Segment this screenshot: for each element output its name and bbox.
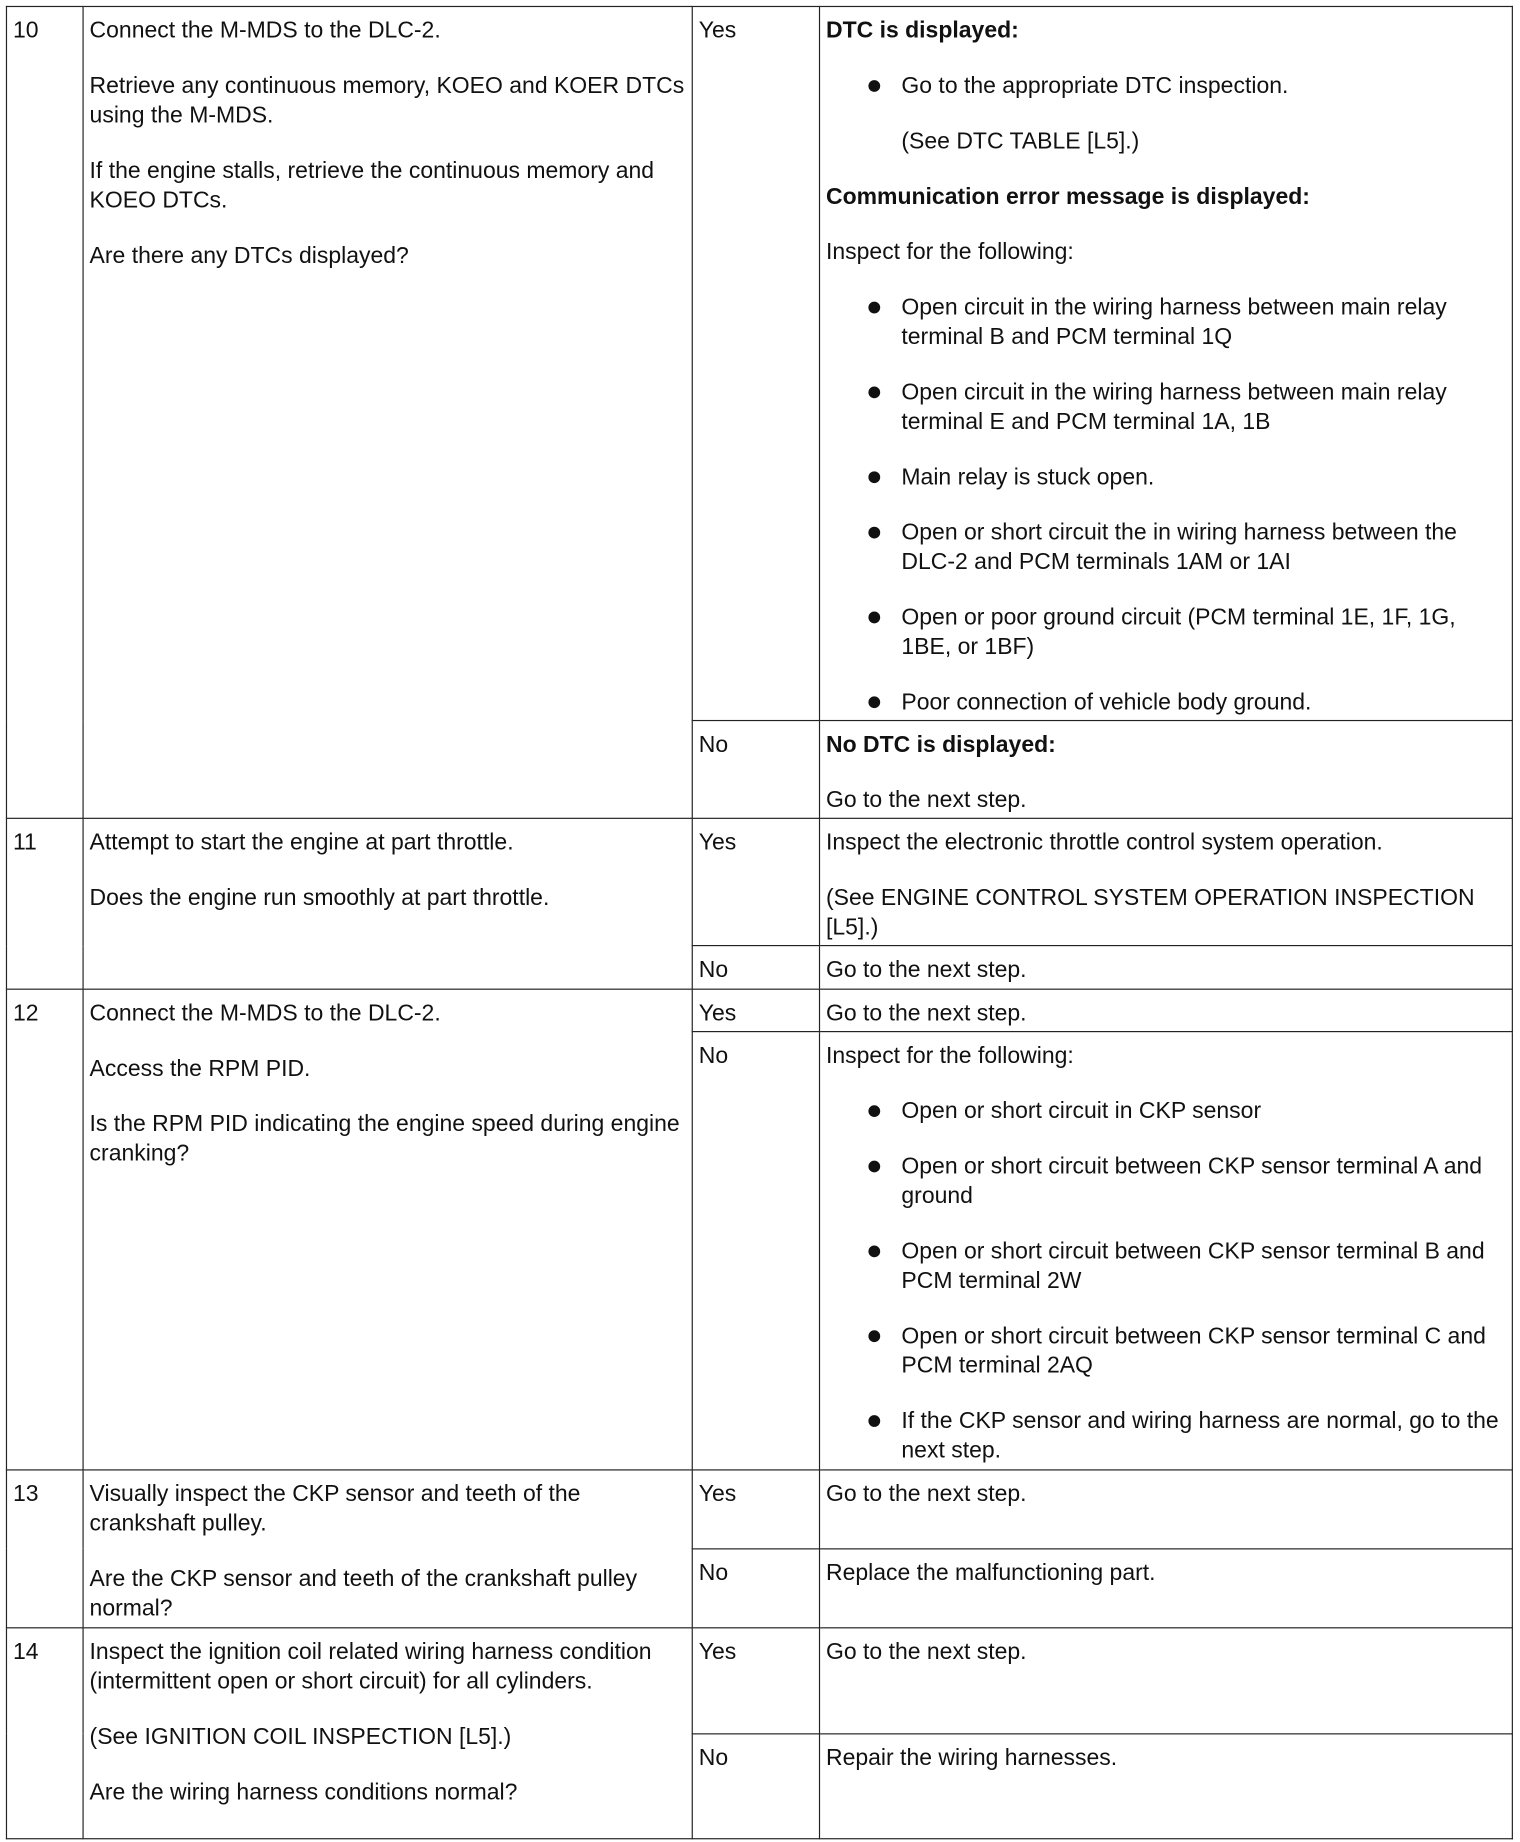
- result-yes-label: Yes: [692, 6, 819, 720]
- bullet-item: Open or short circuit between CKP sensor terminal B and PCM terminal 2W: [868, 1237, 1505, 1296]
- bullet-list: [826, 1096, 1506, 1465]
- result-no-detail: [820, 1031, 1513, 1470]
- result-yes-detail: Go to the next step.: [820, 1628, 1513, 1734]
- bullet-icon: [868, 1330, 880, 1342]
- step-row: [6, 1628, 1512, 1734]
- action-text: Connect the M-MDS to the DLC-2.: [89, 999, 441, 1026]
- bullet-item: Go to the appropriate DTC inspection.: [868, 72, 1505, 101]
- bullet-icon: [868, 527, 880, 539]
- result-text: Inspect the electronic throttle control system operation.: [825, 830, 1383, 856]
- result-no-label: No: [692, 1549, 819, 1628]
- bullet-icon: [868, 1415, 880, 1427]
- step-action: [83, 1470, 692, 1628]
- action-question: Does the engine run smoothly at part throttle.: [89, 885, 550, 912]
- bullet-icon: [868, 696, 880, 708]
- result-yes-label: Yes: [692, 989, 819, 1031]
- bullet-icon: [868, 471, 880, 483]
- result-no-label: No: [692, 946, 819, 988]
- result-yes-detail: [820, 819, 1513, 946]
- step-row: [6, 989, 1512, 1031]
- result-text: Inspect for the following:: [825, 239, 1074, 266]
- bullet-item: Open circuit in the wiring harness between main relay terminal E and PCM terminal 1A, 1B: [868, 378, 1505, 437]
- step-row: [6, 1470, 1512, 1549]
- step-row: [6, 819, 1512, 946]
- bullet-item: Open or poor ground circuit (PCM terminal 1E, 1F, 1G, 1BE, or 1BF): [868, 603, 1505, 662]
- result-no-label: No: [692, 1031, 819, 1470]
- bullet-item: Poor connection of vehicle body ground.: [868, 688, 1505, 717]
- step-number: 11: [6, 819, 83, 989]
- result-no-detail: Repair the wiring harnesses.: [820, 1734, 1513, 1839]
- diagnostic-procedure-table: [6, 6, 1513, 1839]
- action-text: Access the RPM PID.: [89, 1055, 311, 1082]
- result-yes-label: Yes: [692, 1470, 819, 1549]
- result-yes-label: Yes: [692, 1628, 819, 1734]
- step-number: 14: [6, 1628, 83, 1839]
- bullet-list: [826, 293, 1506, 717]
- step-row: [6, 6, 1512, 720]
- step-action: [83, 819, 692, 989]
- bullet-item: Open or short circuit in CKP sensor: [868, 1096, 1505, 1125]
- result-no-detail: Go to the next step.: [820, 946, 1513, 988]
- bullet-item: Open or short circuit between CKP sensor terminal C and PCM terminal 2AQ: [868, 1321, 1505, 1380]
- action-text: Visually inspect the CKP sensor and teeth of the crankshaft pulley.: [89, 1480, 581, 1537]
- action-text: Retrieve any continuous memory, KOEO and KOER DTCs using the M-MDS.: [89, 73, 685, 129]
- step-action: [83, 989, 692, 1470]
- result-heading: No DTC is displayed:: [825, 732, 1056, 759]
- action-text: Connect the M-MDS to the DLC-2.: [89, 17, 441, 44]
- action-text: Attempt to start the engine at part throttle.: [89, 830, 514, 856]
- result-no-detail: [820, 721, 1513, 819]
- action-question: Are the wiring harness conditions normal?: [89, 1779, 518, 1805]
- action-text: If the engine stalls, retrieve the continuous memory and KOEO DTCs.: [89, 157, 655, 214]
- result-text: Inspect for the following:: [825, 1042, 1074, 1069]
- bullet-icon: [868, 1245, 880, 1257]
- bullet-icon: [868, 1160, 880, 1172]
- result-no-label: No: [692, 1734, 819, 1839]
- bullet-item: If the CKP sensor and wiring harness are normal, go to the next step.: [868, 1406, 1505, 1465]
- result-text: Go to the next step.: [825, 787, 1027, 814]
- step-number: 10: [6, 6, 83, 818]
- step-action: [83, 6, 692, 818]
- action-text: Inspect the ignition coil related wiring harness condition (intermittent open or short circuit) for all cylinders.: [89, 1638, 652, 1695]
- bullet-icon: [868, 612, 880, 624]
- reference-text: (See DTC TABLE [L5].): [901, 128, 1140, 155]
- reference-text: (See IGNITION COIL INSPECTION [L5].): [89, 1723, 512, 1750]
- action-question: Is the RPM PID indicating the engine speed during engine cranking?: [89, 1110, 680, 1166]
- result-no-detail: Replace the malfunctioning part.: [820, 1549, 1513, 1628]
- result-yes-detail: Go to the next step.: [820, 1470, 1513, 1549]
- action-question: Are there any DTCs displayed?: [89, 242, 409, 269]
- result-yes-detail: Go to the next step.: [820, 989, 1513, 1031]
- result-yes-label: Yes: [692, 819, 819, 946]
- result-yes-detail: [820, 6, 1513, 720]
- bullet-item: Main relay is stuck open.: [868, 463, 1505, 492]
- step-number: 13: [6, 1470, 83, 1628]
- step-action: [83, 1628, 692, 1839]
- bullet-item: Open circuit in the wiring harness between main relay terminal B and PCM terminal 1Q: [868, 293, 1505, 352]
- result-heading: DTC is displayed:: [825, 17, 1019, 44]
- bullet-icon: [868, 80, 880, 92]
- bullet-icon: [868, 302, 880, 314]
- bullet-item: Open or short circuit the in wiring harness between the DLC-2 and PCM terminals 1AM or 1AI: [868, 518, 1505, 577]
- reference-text: (See ENGINE CONTROL SYSTEM OPERATION INSPECTION [L5].): [825, 885, 1475, 941]
- bullet-item: Open or short circuit between CKP sensor terminal A and ground: [868, 1152, 1505, 1211]
- result-heading: Communication error message is displayed:: [825, 183, 1310, 210]
- bullet-icon: [868, 386, 880, 398]
- result-no-label: No: [692, 721, 819, 819]
- bullet-list: [826, 72, 1506, 101]
- step-number: 12: [6, 989, 83, 1470]
- action-question: Are the CKP sensor and teeth of the crankshaft pulley normal?: [89, 1565, 638, 1622]
- bullet-icon: [868, 1105, 880, 1117]
